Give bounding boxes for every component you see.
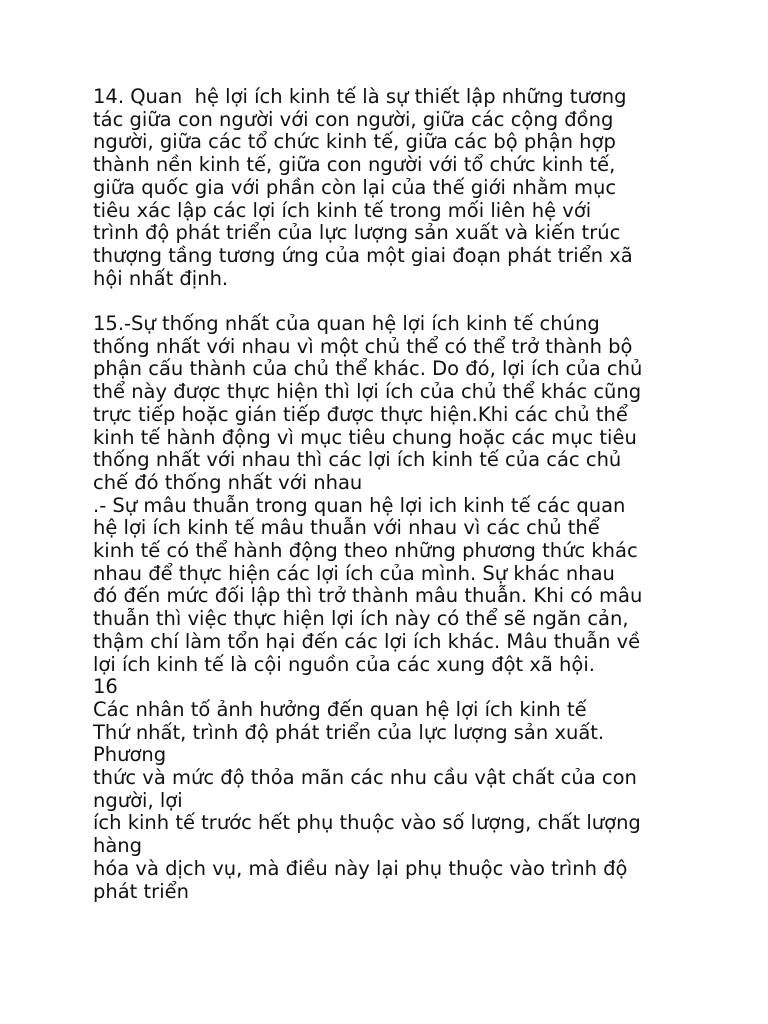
text-line: tiêu xác lập các lợi ích kinh tế trong mối liên hệ với (93, 198, 592, 222)
document-page (93, 86, 713, 903)
text-line: chế đó thống nhất với nhau (93, 470, 363, 494)
section-15 (93, 313, 713, 676)
text-line: .- Sự mâu thuẫn trong quan hệ lợi ich kinh tế các quan (93, 493, 626, 517)
text-line: thuẫn thì việc thực hiện lợi ích này có thể sẽ ngăn cản, (93, 607, 629, 631)
text-line: 14. Quan hệ lợi ích kinh tế là sự thiết lập những tương (93, 85, 627, 108)
text-line: người, lợi (93, 788, 183, 812)
text-line: hóa và dịch vụ, mà điều này lại phụ thuộc vào trình độ (93, 856, 628, 880)
text-line: 16 (93, 675, 118, 699)
text-line: ích kinh tế trước hết phụ thuộc vào số lượng, chất lượng (93, 811, 641, 835)
text-line: người, giữa các tổ chức kinh tế, giữa các bộ phận hợp (93, 130, 616, 154)
text-line: trực tiếp hoặc gián tiếp được thực hiện.Khi các chủ thể (93, 402, 628, 426)
text-line: hệ lợi ích kinh tế mâu thuẫn với nhau vì các chủ thể (93, 516, 600, 540)
text-line: Thứ nhất, trình độ phát triển của lực lượng sản xuất. (93, 720, 605, 744)
text-line: thống nhất với nhau thì các lợi ích kinh tế của các chủ (93, 448, 622, 472)
text-line: thể này được thực hiện thì lợi ích của chủ thể khác cũng (93, 380, 642, 404)
section-16 (93, 676, 713, 903)
text-line: thành nền kinh tế, giữa con người với tổ chức kinh tế, (93, 153, 616, 177)
text-line: hội nhất định. (93, 266, 229, 290)
text-line: giữa quốc gia với phần còn lại của thế giới nhằm mục (93, 175, 617, 199)
text-line: Các nhân tố ảnh hưởng đến quan hệ lợi ích kinh tế (93, 697, 587, 721)
text-line: 15.-Sự thống nhất của quan hệ lợi ích kinh tế chúng (93, 312, 600, 336)
text-line: thậm chí làm tổn hại đến các lợi ích khác. Mâu thuẫn về (93, 629, 641, 653)
text-line: trình độ phát triển của lực lượng sản xuất và kiến trúc (93, 221, 621, 245)
text-line: phận cấu thành của chủ thể khác. Do đó, lợi ích của chủ (93, 357, 643, 381)
text-line: đó đến mức đối lập thì trở thành mâu thuẫn. Khi có mâu (93, 584, 643, 608)
text-line: thống nhất với nhau vì một chủ thể có thể trở thành bộ (93, 334, 633, 358)
text-line: Phương (93, 743, 167, 767)
text-line: kinh tế hành động vì mục tiêu chung hoặc các mục tiêu (93, 425, 637, 449)
paragraph-spacer (93, 290, 713, 313)
text-line: phát triển (93, 879, 189, 903)
text-line: thượng tầng tương ứng của một giai đoạn phát triển xã (93, 243, 633, 267)
section-14 (93, 86, 713, 290)
text-line: hàng (93, 834, 143, 858)
text-line: lợi ích kinh tế là cội nguồn của các xung đột xã hội. (93, 652, 595, 676)
text-line: thức và mức độ thỏa mãn các nhu cầu vật chất của con (93, 766, 637, 790)
text-line: kinh tế có thể hành động theo những phương thức khác (93, 539, 638, 563)
text-line: nhau để thực hiện các lợi ích của mình. Sự khác nhau (93, 561, 615, 585)
text-line: tác giữa con người với con người, giữa các cộng đồng (93, 107, 614, 131)
